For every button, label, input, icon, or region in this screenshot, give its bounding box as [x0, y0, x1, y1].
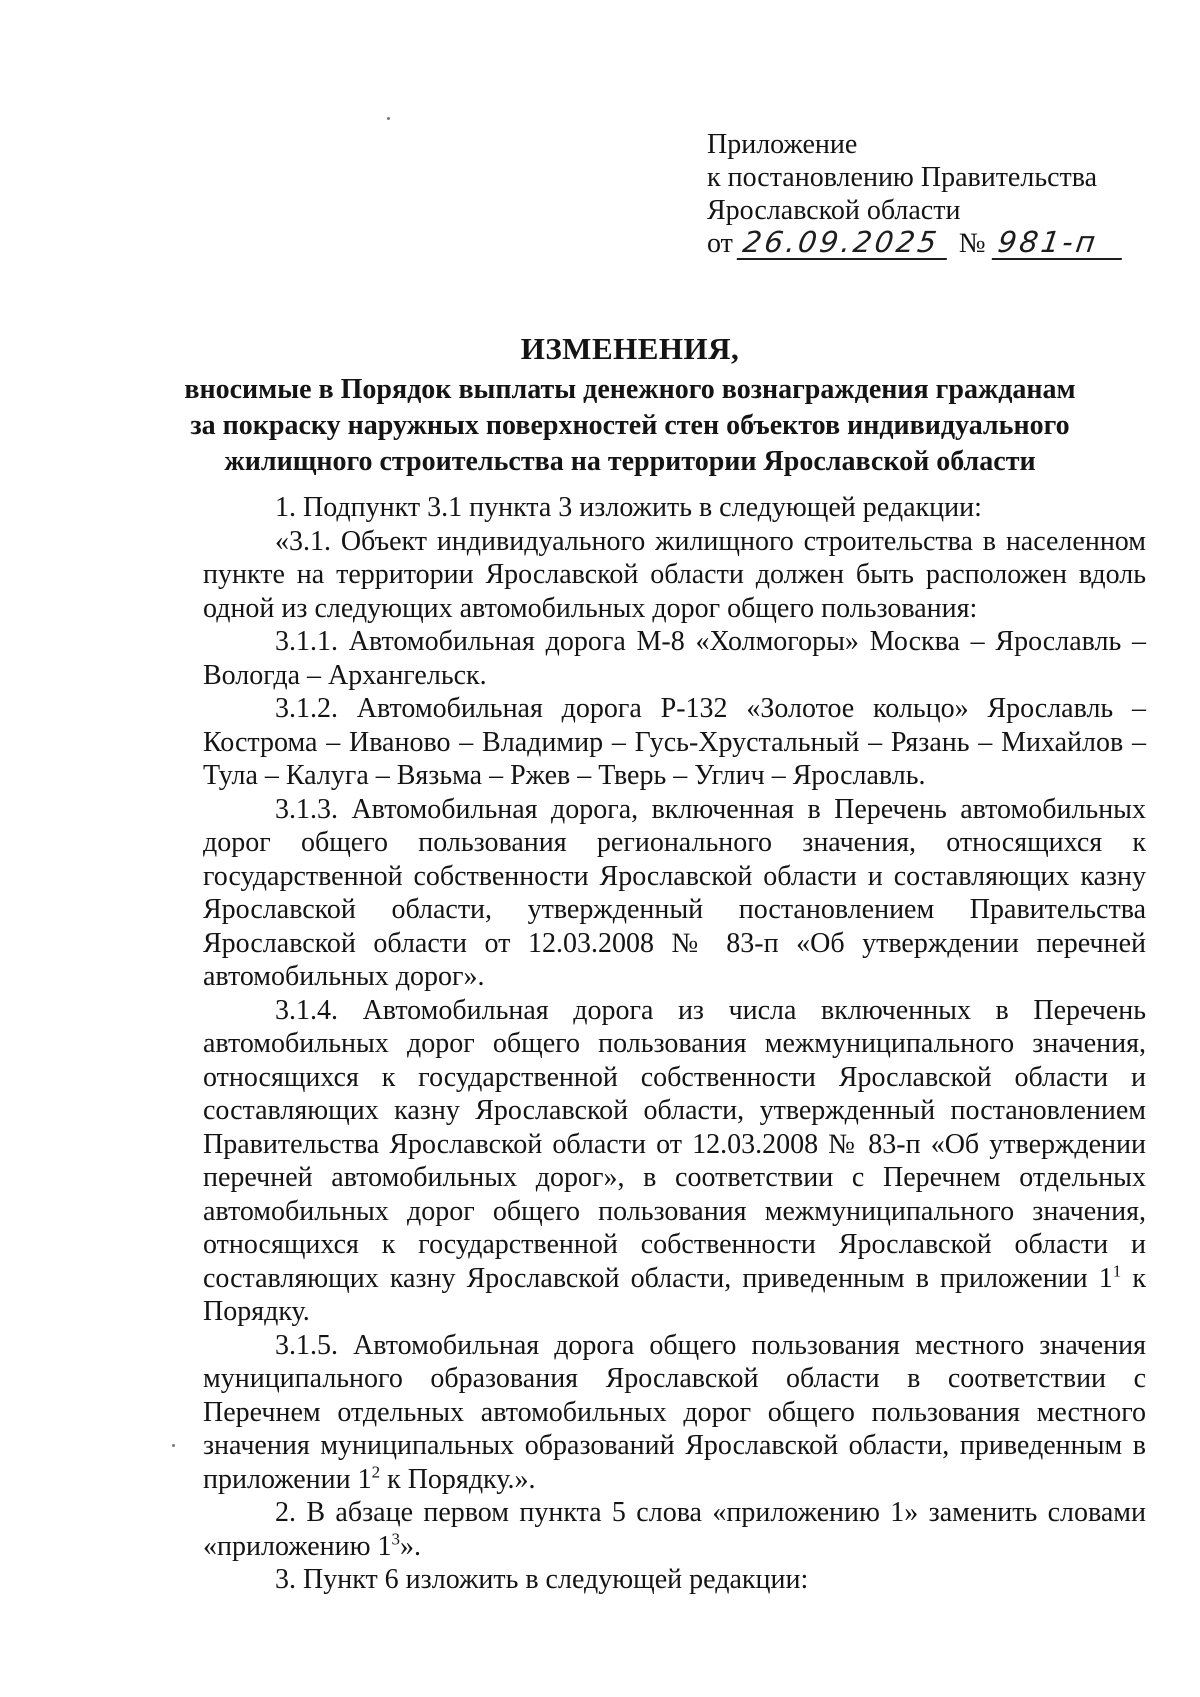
superscript-3: 3	[391, 1529, 401, 1549]
scan-speck	[172, 1444, 175, 1447]
appendix-label: Приложение	[707, 129, 858, 160]
superscript-2: 2	[371, 1462, 381, 1482]
paragraph-1: 1. Подпункт 3.1 пункта 3 изложить в следующей редакции:	[275, 492, 982, 523]
number-label: №	[958, 228, 986, 259]
paragraph-3-1-5	[203, 1329, 1146, 1497]
scan-speck	[387, 117, 390, 120]
handwritten-number: 981-п	[991, 227, 1126, 260]
paragraph-3-1: «3.1. Объект индивидуального жилищного строительства в населенном пункте на территории Ярославской области должен быть расположен вдоль одной из следующих автомобильных дорог общего пользования:	[203, 525, 1146, 624]
handwritten-date: 26.09.2025	[737, 227, 952, 260]
paragraph-3-1-5-end: к Порядку.».	[380, 1463, 536, 1495]
document-body	[203, 491, 1146, 1597]
appendix-region-line: Ярославской области	[707, 195, 961, 226]
paragraph-2-end: ».	[400, 1530, 422, 1562]
paragraph-3-1-4-end: к Порядку.	[203, 1262, 1147, 1327]
from-label: от	[707, 228, 733, 259]
document-title-block	[170, 330, 1090, 480]
paragraph-3-1-3: 3.1.3. Автомобильная дорога, включенная в Перечень автомобильных дорог общего пользования регионального значения, относящихся к государственной собственности Ярославской области и составляющих казну Ярославской области, утвержденный постановлением Правительства Ярославской области от 12.03.2008 № 83-п «Об утверждении перечней автомобильных дорог».	[203, 793, 1146, 992]
paragraph-3-1-2: 3.1.2. Автомобильная дорога Р-132 «Золотое кольцо» Ярославль – Кострома – Иваново – Владимир – Гусь-Хрустальный – Рязань – Михайлов – Тула – Калуга – Вязьма – Ржев – Тверь – Углич – Ярославль.	[203, 693, 1146, 791]
paragraph-3-1-1: 3.1.1. Автомобильная дорога М-8 «Холмогоры» Москва – Ярославль – Вологда – Архангельск.	[203, 626, 1146, 691]
document-title: ИЗМЕНЕНИЯ,	[520, 331, 740, 366]
paragraph-3-1-4	[203, 994, 1146, 1329]
paragraph-3-1-4-text: 3.1.4. Автомобильная дорога из числа включенных в Перечень автомобильных дорог общего пользования межмуниципального значения, относящихся к государственной собственности Ярославской области и составляющих казну Ярославской области, утвержденный постановлением Правительства Ярославской области от 12.03.2008 № 83-п «Об утверждении перечней автомобильных дорог», в соответствии с Перечнем отдельных автомобильных дорог общего пользования межмуниципального значения, относящихся к государственной собственности Ярославской области и составляющих казну Ярославской области, приведенным в приложении 1	[203, 994, 1146, 1294]
appendix-resolution-line: к постановлению Правительства	[707, 162, 1098, 193]
appendix-header	[707, 128, 1147, 260]
paragraph-3-1-5-text: 3.1.5. Автомобильная дорога общего пользования местного значения муниципального образования Ярославской области в соответствии с Перечнем отдельных автомобильных дорог общего пользования местного значения муниципальных образований Ярославской области, приведенным в приложении 1	[203, 1329, 1146, 1495]
appendix-date-number-line	[707, 227, 1147, 260]
superscript-1: 1	[1112, 1261, 1122, 1281]
paragraph-2	[203, 1496, 1146, 1563]
paragraph-3: 3. Пункт 6 изложить в следующей редакции:	[275, 1564, 809, 1595]
document-subtitle: вносимые в Порядок выплаты денежного вознаграждения гражданам за покраску наружных поверхностей стен объектов индивидуального жилищного строительства на территории Ярославской области	[184, 374, 1076, 477]
paragraph-2-text: 2. В абзаце первом пункта 5 слова «приложению 1» заменить словами «приложению 1	[203, 1497, 1146, 1562]
